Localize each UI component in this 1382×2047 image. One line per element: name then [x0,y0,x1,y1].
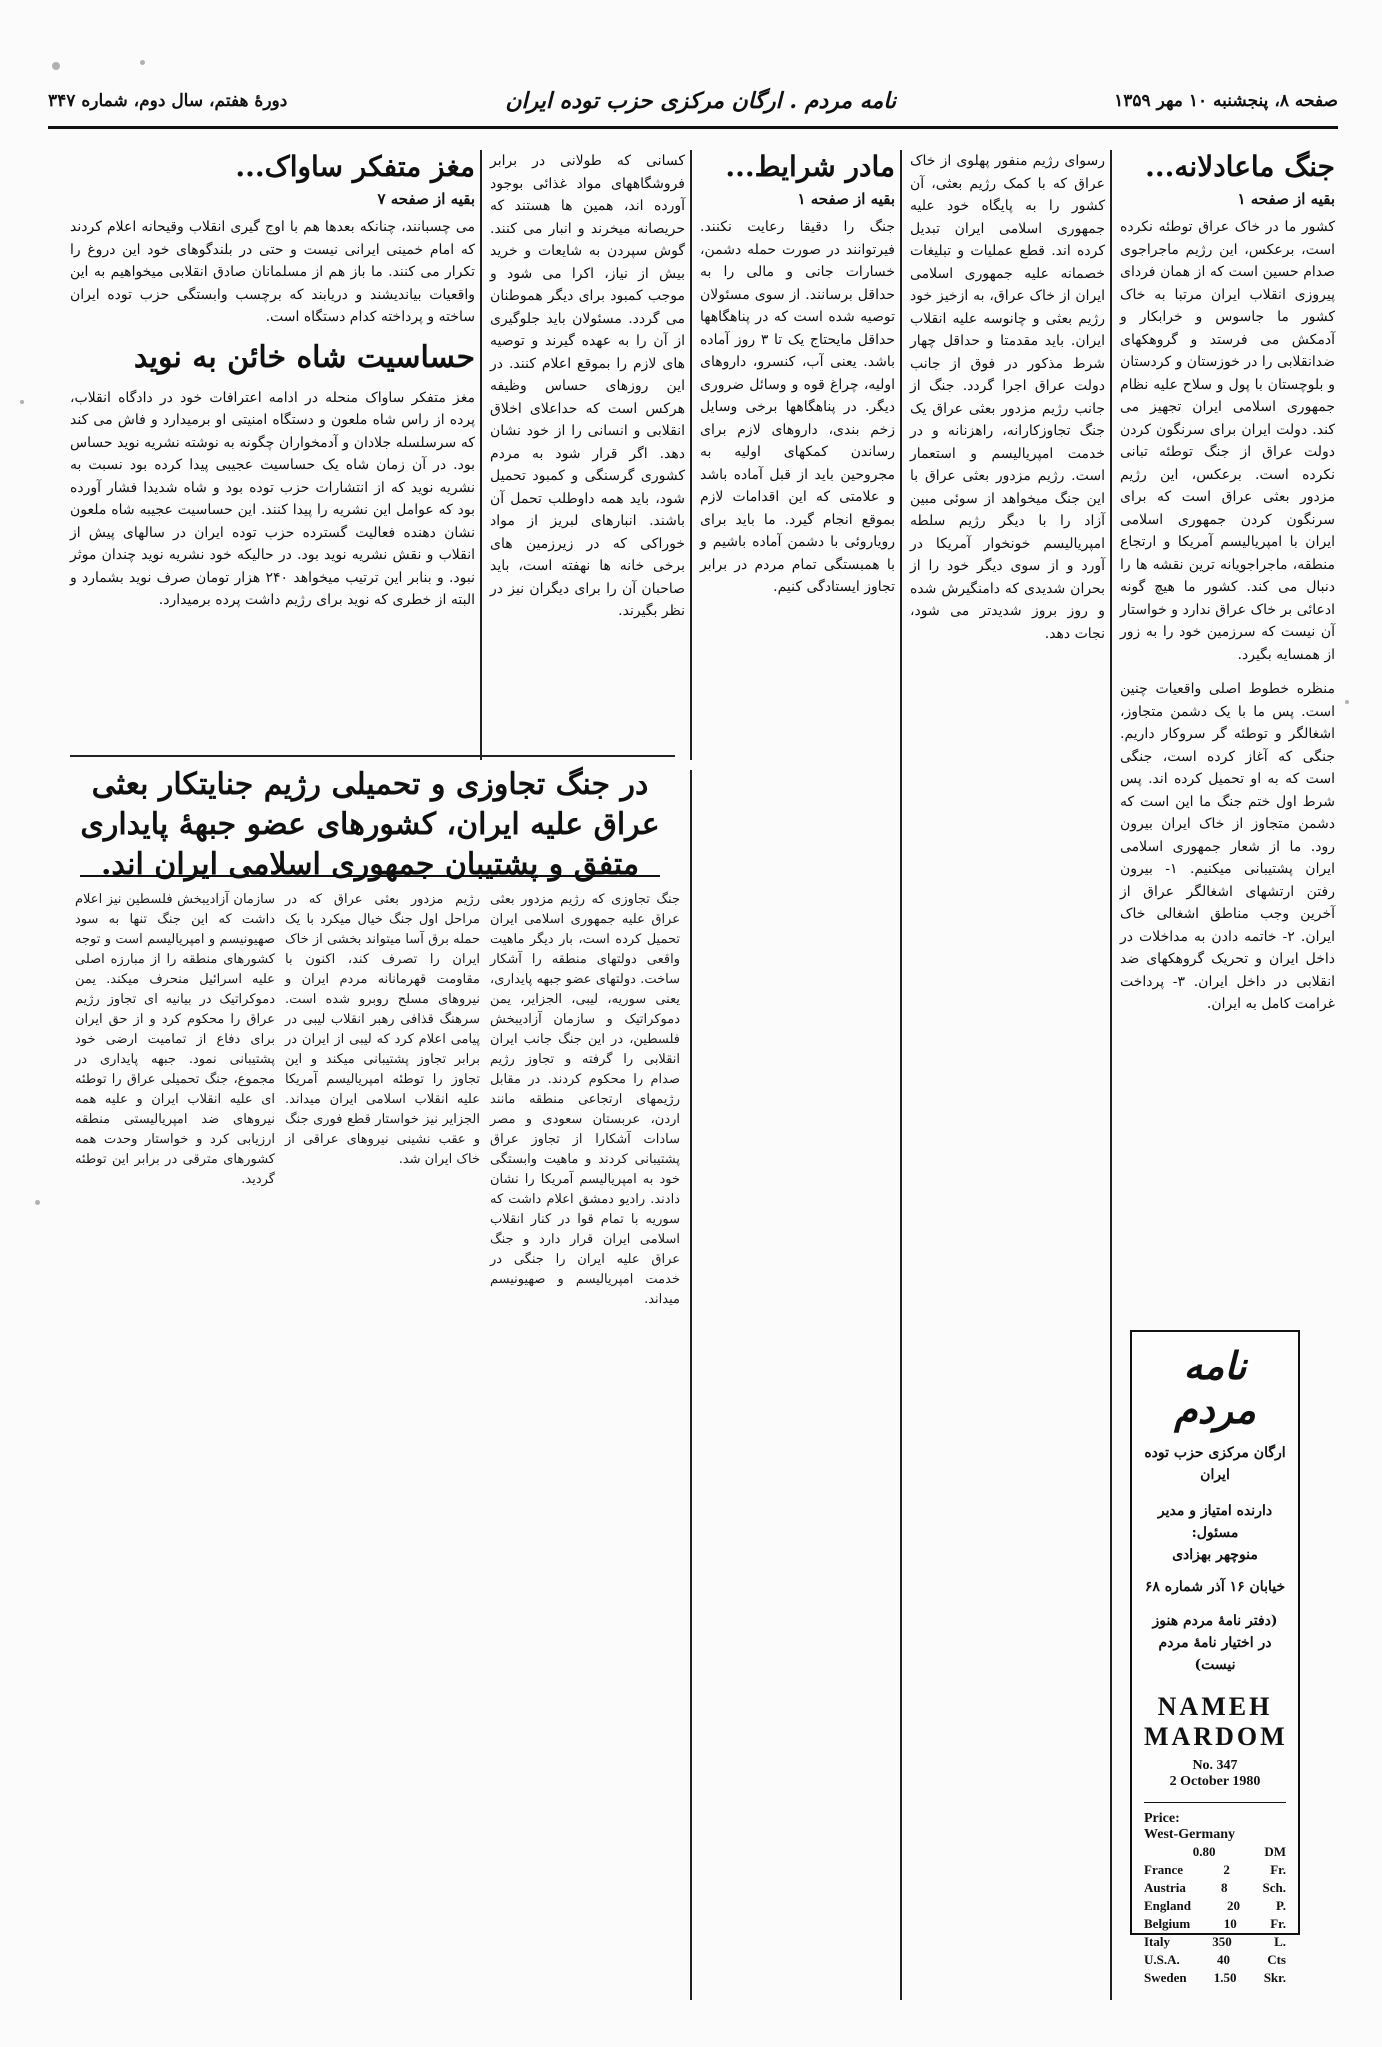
article-war-column [1120,150,1335,1310]
paper-address: خیابان ۱۶ آذر شماره ۶۸ [1144,1579,1286,1595]
price-row [1144,1951,1286,1969]
feature-text-middle: رژیم مزدور بعثی عراق که در مراحل اول جنگ خیال میکرد با یک حمله برق آسا میتواند بخشی از خاک ایران را تصرف کند، اکنون با مقاومت قهرمانانه مردم ایران و نیروهای مسلح روبرو شده است. سرهنگ قذافی رهبر انقلاب لیبی در پیامی اعلام کرد که لیبی از ایران در برابر تجاوز پشتیبانی میکند و این تجاوز را توطئه امپریالیسم آمریکا علیه انقلاب اسلامی ایران میداند. الجزایر نیز خواستار قطع فوری جنگ و عقب نشینی نیروهای عراقی از خاک ایران شد. [285,892,480,1167]
editor-name: منوچهر بهزادی [1172,1547,1258,1563]
price-amount: 0.80 [1192,1844,1216,1859]
article-body: کسانی که طولانی در برابر فروشگاههای مواد غذائی بوجود آورده اند، همین ها هستند که حریصانه میخرند و انبار می کنند. گوش سپردن به شایعات و خرید بیش از نیاز، اکرا می شود و موجب کمبود برای دیگر هموطنان می گردد. مسئولان باید جلوگیری از آن را به عهده گیرند و توصیه های لازم را بموقع اعلام کنند. در این روزهای حساس وظیفه هرکس است که حداعلای اخلاق انقلابی و انسانی را از خود نشان دهد. اگر قرار شود به مردم کشوری گرسنگی و کمبود تحمیل شود، باید همه داوطلب تحمل آن باشند. انبارهای لبریز از مواد خوراکی که در زیرزمین های برخی خانه ها نهفته است، باید صاحبان آن را برای دیگران نیز در نظر بگیرند. [490,153,685,619]
price-unit: Sch. [1262,1880,1286,1895]
price-country: Italy [1144,1934,1170,1949]
feature-text-left: سازمان آزادیبخش فلسطین نیز اعلام داشت که این جنگ تنها به سود صهیونیسم و امپریالیسم است و توجه کشورهای منطقه را از مبارزه اصلی علیه اسرائیل منحرف میکند. یمن دموکراتیک در بیانیه ای تجاوز رژیم عراق را محکوم کرد و از حق ایران برای دفاع از تمامیت ارضی خود پشتیبانی نمود. جبهه پایداری در مجموع، جنگ تحمیلی عراق را توطئه ای علیه انقلاب ایران و علیه همه نیروهای ضد امپریالیستی منطقه ارزیابی کرد و خواستار وحدت همه کشورهای مترقی در برابر این توطئه گردید. [75,892,275,1187]
price-row [1144,1933,1286,1951]
column-rule [690,770,692,2000]
continued-from: بقیه از صفحه ۱ [1237,190,1335,208]
issue-date: 2 October 1980 [1169,1774,1261,1789]
price-unit: Cts [1267,1952,1286,1967]
column-rule [690,150,692,760]
ink-speck [20,400,24,404]
ink-speck [1345,700,1349,704]
price-row [1144,1879,1286,1897]
price-row [1144,1969,1286,1987]
article-body: جنگ را دقیقا رعایت نکنند. فیرتوانند در صورت حمله دشمن، خسارات جانی و مالی را به حداقل برسانند. از سوی مسئولان توصیه شده است که در پناهگاهها حداقل مایحتاج یک تا ۳ روز آماده باشد. یعنی آب، کنسرو، داروهای اولیه، چراغ قوه و وسائل ضروری دیگر. در پناهگاهها برخی وسایل زخم بندی، داروهای لازم برای رساندن کمکهای اولیه به مجروحین باید از قبل آماده باشد و علامتی که این اقدامات لازم بموقع انجام گیرد. ما باید برای رویاروئی با دشمن آماده باشیم و با همبستگی تمام مردم در برابر تجاوز ایستادگی کنیم. [700,219,895,595]
article-war-column-2 [910,150,1105,1990]
masthead-paper-name: نامه مردم . ارگان مرکزی حزب توده ایران [505,88,897,114]
price-country: Belgium [1144,1916,1191,1931]
price-row [1144,1915,1286,1933]
feature-border [70,755,675,757]
price-row [1144,1897,1286,1915]
article-body: مغز متفکر ساواک منحله در ادامه اعترافات خود در دادگاه انقلاب، پرده از راس شاه ملعون و دستگاه امنیتی او برمیدارد و فاش می کند که سرسلسله جلادان و آدمخواران چگونه به نوشته نشریه نوید حساس بود. در آن زمان شاه یک حساسیت عجیبی پیدا کرده بود نسبت به نشریه نوید که از انتشارات حزب توده بود و شاه شدیدا فشار آورده بود که عوامل این نشریه را پیدا کنند. این حساسیت عجیبه شاه ملعون نشان دهنده فعالیت گسترده حزب توده ایران در سالهای پیش از انقلاب و نقش نشریه نوید بود. در حالیکه خود نشریه نوید چندان موثر نبود. و بنابر این ترتیب میخواهد ۲۴۰ هزار تومان صرف نوید بشمارد و البته از خطری که نوید برای رژیم داشت پرده برمیدارد. [70,389,475,608]
continued-from: بقیه از صفحه ۷ [377,190,475,208]
editor-label: دارنده امتیاز و مدیر مسئول: [1157,1503,1273,1541]
latin-name-line1: NAMEH [1157,1692,1273,1721]
price-unit: L. [1274,1934,1286,1949]
masthead [48,76,1338,129]
feature-headline: در جنگ تجاوزی و تحمیلی رژیم جنایتکار بعثی عراق علیه ایران، کشورهای عضو جبههٔ پایداری متفق و پشتیبان جمهوری اسلامی ایران اند. [80,767,660,882]
price-country: Sweden [1144,1970,1187,1985]
column-rule [1110,150,1112,2000]
price-unit: Fr. [1270,1862,1286,1877]
article-conditions-column-2 [490,150,685,750]
issue-number: No. 347 [1192,1758,1238,1773]
price-region: West-Germany [1144,1827,1235,1842]
price-row [1144,1861,1286,1879]
article-savak-column [70,150,475,750]
price-amount: 40 [1216,1952,1230,1967]
price-amount: 2 [1223,1862,1230,1877]
article-body: کشور ما در خاک عراق توطئه نکرده است، برعکس، این رژیم ماجراجوی صدام حسین است که از همان فردای پیروزی انقلاب ایران مرتبا به خاک کشور ما جاسوس و خرابکار و آدمکش می فرستد و گروهکهای ضدانقلابی را در خوزستان و کردستان و بلوچستان با پول و سلاح علیه نظام جمهوری اسلامی ایران تجهیز می کند. دولت ایران برای سرنگون کردن دولت عراق از جنگ توطئه تبانی نکرده است. برعکس، این رژیم مزدور بعثی عراق است که برای سرنگون کردن جمهوری اسلامی ایران با امپریالیسم آمریکا و ارتجاع منطقه، ماجراجویانه ترین نقشه ها را دنبال می کند. کشور ما هیچ گونه ادعائی بر خاک عراق ندارد و خواستار آن نیست که سرزمین خود را به زور از همسایه بگیرد. [1120,219,1335,663]
latin-name [1144,1692,1286,1790]
price-amount: 8 [1220,1880,1228,1895]
column-rule [480,150,482,760]
article-body: رسوای رژیم منفور پهلوی از خاک عراق که با کمک رژیم بعثی، آن کشور را به پایگاه خود علیه جمهوری اسلامی ایران تبدیل کرده اند. قطع عملیات و تبلیغات خصمانه علیه جمهوری اسلامی ایران از خاک عراق، به ازخیز خود رژیم بعثی و چانوسه علیه انقلاب ایران. باید مقدمتا و حداقل چهار شرط مذکور در فوق از جانب دولت عراق اجرا گردد. جنگ از جانب رژیم مزدور بعثی عراق یک جنگ تجاوزکارانه، راهزنانه و در خدمت امپریالیسم و استعمار است. رژیم مزدور بعثی عراق با این جنگ میخواهد از سوئی مبین آزاد را با دیگر رژیم سلطه امپریالیسم خونخوار آمریکا در آورد و از سوی دیگر خود را از بحران شدیدی که دامنگیرش شده و روز بروز شدیدتر می شود، نجات دهد. [910,153,1105,642]
price-country: U.S.A. [1144,1952,1180,1967]
ink-speck [52,62,60,70]
column-rule [900,150,902,2000]
feature-text-right: جنگ تجاوزی که رژیم مزدور بعثی عراق علیه جمهوری اسلامی ایران تحمیل کرده است، بار دیگر ماهیت واقعی دولتهای منطقه را آشکار ساخت. دولتهای عضو جبهه پایداری، یعنی سوریه، لیبی، الجزایر، یمن دموکراتیک و سازمان آزادیبخش فلسطین، در این جنگ جانب ایران انقلابی را گرفته و تجاوز رژیم صدام را محکوم کردند. در مقابل رژیمهای ارتجاعی منطقه مانند اردن، عربستان سعودی و مصر سادات آشکارا از تجاوز عراق پشتیبانی کردند و ماهیت وابستگی خود به امپریالیسم آمریکا را نشان دادند. رادیو دمشق اعلام داشت که سوریه با تمام قوا در کنار انقلاب اسلامی ایران قرار دارد و جنگ عراق علیه ایران را جنگی در خدمت امپریالیسم و صهیونیسم میداند. [490,892,680,1307]
masthead-issue: دورهٔ هفتم، سال دوم، شماره ۳۴۷ [48,91,288,111]
paper-logo: نامه مردم [1174,1343,1256,1432]
price-row [1144,1843,1286,1861]
article-title: مادر شرایط... [725,150,895,183]
article-body: می چسبانند، چنانکه بعدها هم با اوج گیری انقلاب وقیحانه اعلام کردند که امام خمینی ایرانی نیست و حتی در بلندگوهای خود این دروغ را تکرار می کنند. ما باز هم از مسلمانان صادق انقلابی میخواهیم به این واقعیات بیاندیشند و دریابند که برچسب وابستگی حزب توده ایران ساخته و پرداخته کدام دستگاه است. [70,219,475,325]
price-amount: 10 [1223,1916,1237,1931]
price-amount: 20 [1226,1898,1240,1913]
office-note: (دفتر نامهٔ مردم هنوز در اختیار نامهٔ مردم نیست) [1152,1613,1278,1673]
article-title: جنگ ماعادلانه... [1145,150,1335,183]
price-unit: Skr. [1263,1970,1286,1985]
publication-info-box [1130,1330,1300,1985]
paper-organ: ارگان مرکزی حزب توده ایران [1144,1445,1286,1483]
article-title: مغز متفکر ساواک... [235,150,475,183]
ink-speck [140,60,145,65]
price-unit: Fr. [1270,1916,1286,1931]
price-label: Price: [1144,1811,1180,1826]
ink-speck [35,1200,40,1205]
price-country: France [1144,1862,1183,1877]
price-section [1144,1802,1286,1987]
article-body-continued: منظره خطوط اصلی واقعیات چنین است. پس ما با یک دشمن متجاوز، اشغالگر و توطئه گر سروکار داریم. جنگی که آغاز کرده است، جنگی است که به او تحمیل کرده اند. پس شرط اول ختم جنگ ما این است که دشمن متجاوز از خاک ایران بیرون رود. ما از شعار جمهوری اسلامی ایران پشتیبانی میکنیم. ۱- بیرون رفتن ارتشهای اشغالگر عراق از آخرین وجب مناطق اشغالی خاک ایران. ۲- خاتمه دادن به مداخلات در داخل ایران و تحریک گروهکهای ضد انقلابی در داخل ایران. ۳- پرداخت غرامت کامل به ایران. [1120,681,1335,1012]
price-amount: 350 [1212,1934,1232,1949]
price-country: Austria [1144,1880,1186,1895]
latin-name-line2: MARDOM [1144,1722,1288,1751]
masthead-page-date: صفحه ۸، پنجشنبه ۱۰ مهر ۱۳۵۹ [1114,91,1338,111]
article-subtitle: حساسیت شاه خائن به نوید [133,339,475,375]
price-country: England [1144,1898,1191,1913]
price-unit: DM [1264,1844,1286,1859]
continued-from: بقیه از صفحه ۱ [797,190,895,208]
price-amount: 1.50 [1213,1970,1237,1985]
article-conditions-column [700,150,895,1990]
price-unit: P. [1275,1898,1286,1913]
